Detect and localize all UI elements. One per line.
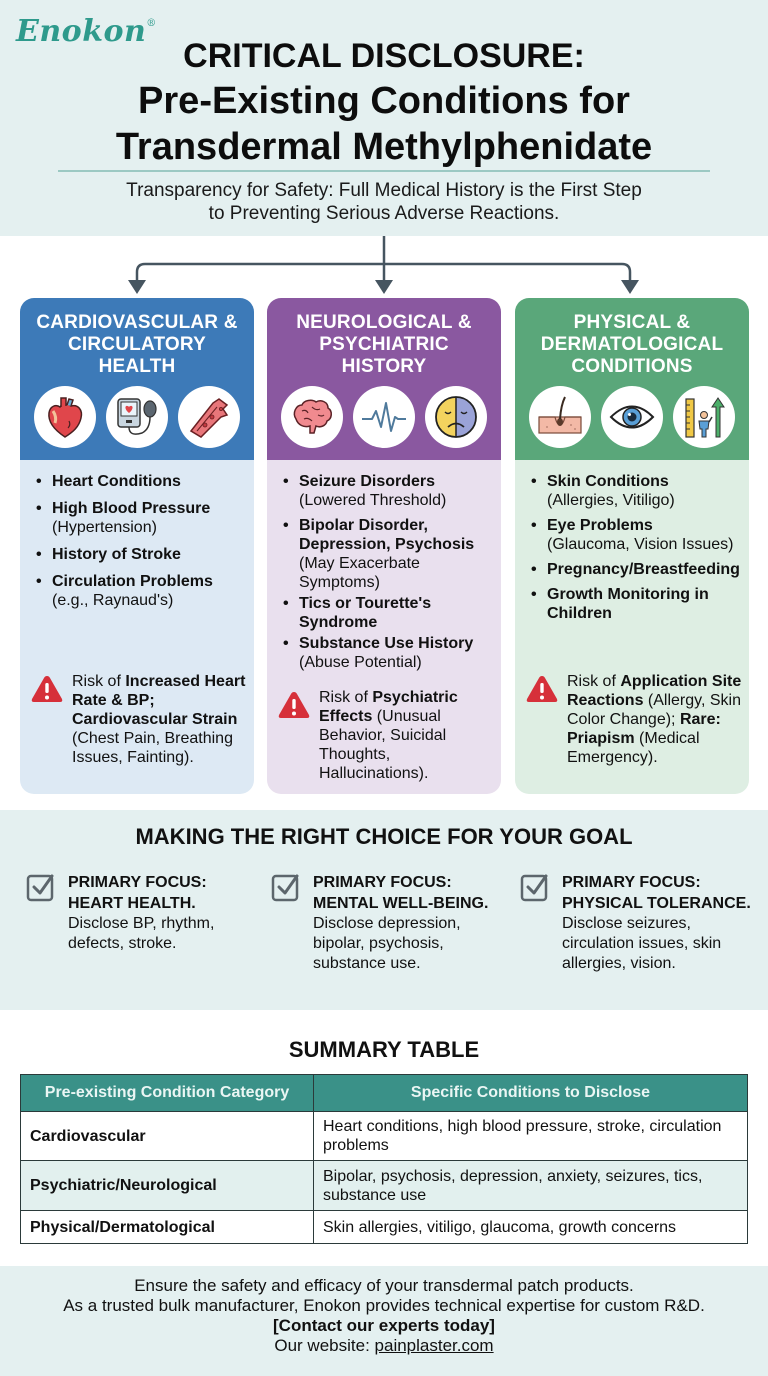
table-header-row	[21, 1075, 748, 1112]
heartbeat-wave-icon	[353, 386, 415, 448]
warning-icon	[525, 674, 559, 704]
list-item: • Bipolar Disorder, Depression, Psychosis (May Exacerbate Symptoms)	[281, 516, 491, 592]
table-row: Cardiovascular Heart conditions, high blood pressure, stroke, circulation problems	[21, 1112, 748, 1161]
focus-physical-tolerance: PRIMARY FOCUS: PHYSICAL TOLERANCE. Disclose seizures, circulation issues, skin allergies, vision.	[520, 872, 751, 974]
header-banner	[0, 0, 768, 236]
list-item: • History of Stroke	[34, 545, 244, 564]
list-item: • Seizure Disorders (Lowered Threshold)	[281, 472, 491, 510]
cardiovascular-title: CARDIOVASCULAR & CIRCULATORY HEALTH	[36, 312, 238, 377]
focus-heart-health: PRIMARY FOCUS: HEART HEALTH. Disclose BP, rhythm, defects, stroke.	[26, 872, 238, 954]
cardiovascular-card-header	[20, 298, 254, 460]
title-line-1: CRITICAL DISCLOSURE:	[183, 37, 585, 75]
footer	[0, 1266, 768, 1376]
table-row: Physical/Dermatological Skin allergies, vitiligo, glaucoma, growth concerns	[21, 1211, 748, 1244]
physical-title: PHYSICAL & DERMATOLOGICAL CONDITIONS	[540, 312, 724, 377]
list-item: • Pregnancy/Breastfeeding	[529, 560, 739, 579]
brain-icon	[281, 386, 343, 448]
physical-card-body	[515, 460, 749, 794]
blood-vessel-icon	[178, 386, 240, 448]
warning-icon	[30, 674, 64, 704]
right-choice-section	[0, 810, 768, 1010]
focus-mental-well-being: PRIMARY FOCUS: MENTAL WELL-BEING. Disclose depression, bipolar, psychosis, substance use.	[271, 872, 488, 974]
list-item: • Circulation Problems (e.g., Raynaud's)	[34, 572, 244, 610]
cardiovascular-condition-list	[34, 472, 244, 610]
footer-line-2: As a trusted bulk manufacturer, Enokon provides technical expertise for custom R&D.	[63, 1296, 705, 1315]
neurological-card-header	[267, 298, 501, 460]
choice-section-title: MAKING THE RIGHT CHOICE FOR YOUR GOAL	[135, 824, 633, 849]
website-link[interactable]: painplaster.com	[374, 1336, 494, 1355]
column-header-conditions: Specific Conditions to Disclose	[314, 1075, 748, 1112]
list-item: • Heart Conditions	[34, 472, 244, 491]
skin-follicle-icon	[529, 386, 591, 448]
physical-card-header	[515, 298, 749, 460]
summary-table	[20, 1074, 748, 1244]
title-line-2: Pre-Existing Conditions for	[138, 80, 630, 122]
warning-icon	[277, 690, 311, 720]
list-item: • Growth Monitoring in Children	[529, 585, 739, 623]
growth-chart-icon	[673, 386, 735, 448]
cardiovascular-risk-warning: Risk of Increased Heart Rate & BP; Cardiovascular Strain (Chest Pain, Breathing Issues, Fainting).	[30, 672, 248, 767]
physical-card	[515, 298, 749, 794]
neurological-card-body	[267, 460, 501, 794]
list-item: • Tics or Tourette's Syndrome	[281, 594, 491, 632]
enokon-logo: Enokon®	[16, 14, 157, 49]
list-item: • Substance Use History (Abuse Potential)	[281, 634, 491, 672]
sad-face-mask-icon	[425, 386, 487, 448]
eye-icon	[601, 386, 663, 448]
title-divider	[58, 170, 710, 172]
neurological-condition-list	[281, 472, 491, 672]
neurological-title: NEUROLOGICAL & PSYCHIATRIC HISTORY	[296, 312, 472, 377]
checkbox-checked-icon	[271, 872, 301, 902]
contact-experts-link[interactable]: [Contact our experts today]	[273, 1316, 495, 1335]
neurological-risk-warning: Risk of Psychiatric Effects (Unusual Behavior, Suicidal Thoughts, Hallucinations).	[277, 688, 495, 783]
physical-condition-list	[529, 472, 739, 623]
checkbox-checked-icon	[520, 872, 550, 902]
heart-icon	[34, 386, 96, 448]
branch-arrows-icon	[0, 236, 768, 300]
checkbox-checked-icon	[26, 872, 56, 902]
physical-risk-warning: Risk of Application Site Reactions (Allergy, Skin Color Change); Rare: Priapism (Medical Emergency).	[525, 672, 743, 767]
column-header-category: Pre-existing Condition Category	[21, 1075, 314, 1112]
page-title	[40, 34, 728, 170]
table-row: Psychiatric/Neurological Bipolar, psychosis, depression, anxiety, seizures, tics, substance use	[21, 1161, 748, 1211]
blood-pressure-monitor-icon	[106, 386, 168, 448]
list-item: • Eye Problems (Glaucoma, Vision Issues)	[529, 516, 739, 554]
footer-line-1: Ensure the safety and efficacy of your transdermal patch products.	[134, 1276, 634, 1295]
title-line-3: Transdermal Methylphenidate	[115, 126, 653, 168]
summary-table-title: SUMMARY TABLE	[288, 1037, 480, 1062]
list-item: • Skin Conditions (Allergies, Vitiligo)	[529, 472, 739, 510]
subtitle: Transparency for Safety: Full Medical History is the First Step to Preventing Serious Adverse Reactions.	[126, 180, 642, 224]
website-line: Our website: painplaster.com	[274, 1336, 494, 1355]
cardiovascular-card-body	[20, 460, 254, 794]
neurological-card	[267, 298, 501, 794]
list-item: • High Blood Pressure (Hypertension)	[34, 499, 244, 537]
cardiovascular-card	[20, 298, 254, 794]
